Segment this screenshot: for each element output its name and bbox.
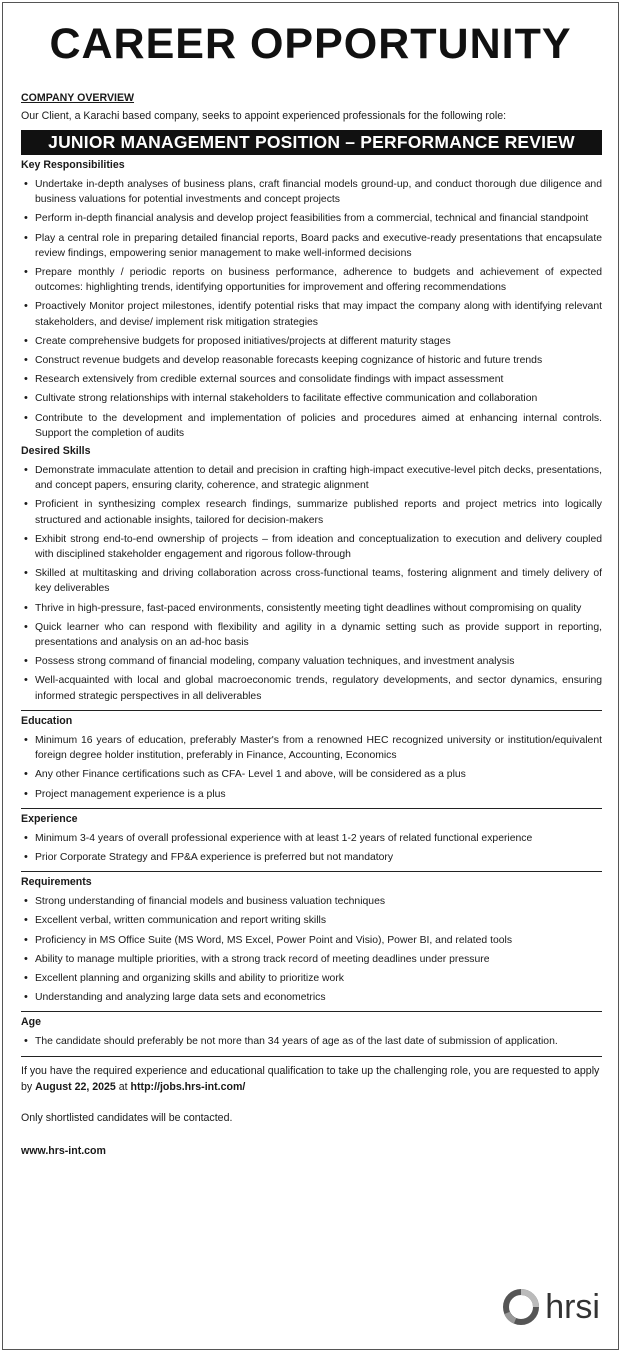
desired-skills-heading: Desired Skills [21,445,91,458]
list-item: • Prior Corporate Strategy and FP&A experience is preferred but not mandatory [21,850,602,865]
company-overview-text: Our Client, a Karachi based company, seeks to appoint experienced professionals for the following role: [21,110,507,122]
logo-wordmark: hrsi [545,1288,600,1326]
list-item: • Well-acquainted with local and global macroeconomic trends, regulatory developments, and sector dynamics, ensuring informed strategic perspectives in all deliverables [21,673,602,703]
apply-url-link[interactable]: http://jobs.hrs-int.com/ [130,1080,246,1093]
list-item: • Understanding and analyzing large data sets and econometrics [21,990,602,1005]
section-divider [21,871,602,872]
list-item: • Any other Finance certifications such as CFA- Level 1 and above, will be considered as a plus [21,767,602,782]
list-item: • Excellent planning and organizing skills and ability to prioritize work [21,971,602,986]
list-item: • Contribute to the development and implementation of policies and procedures aimed at enhancing internal controls. Support the completion of audits [21,411,602,441]
requirements-heading: Requirements [21,876,92,889]
key-responsibilities-list [21,177,602,441]
section-divider [21,1056,602,1057]
list-item: • Minimum 3-4 years of overall professional experience with at least 1-2 years of related functional experience [21,831,602,846]
apply-text-before: If you have the required experience and educational qualification to take up the challenging role, you are requested to apply by [21,1064,600,1093]
list-item: • Cultivate strong relationships with internal stakeholders to facilitate effective communication and collaboration [21,391,602,406]
list-item: • Construct revenue budgets and develop reasonable forecasts keeping cognizance of historic and future trends [21,353,602,368]
list-item: • Exhibit strong end-to-end ownership of projects – from ideation and conceptualization to execution and delivery coupled with disciplined stakeholder engagement and rigorous follow-through [21,532,602,562]
section-divider [21,1011,602,1012]
list-item: • Proactively Monitor project milestones, identify potential risks that may impact the company along with identifying relevant stakeholders, and devise/ implement risk mitigation strategies [21,299,602,329]
age-heading: Age [21,1016,42,1029]
job-advertisement [2,2,619,1350]
list-item: • Strong understanding of financial models and business valuation techniques [21,894,602,909]
list-item: • Demonstrate immaculate attention to detail and precision in crafting high-impact executive-level pitch decks, presentations, and concept papers, ensuring clarity, coherence, and strategic alignment [21,463,602,493]
list-item: • Thrive in high-pressure, fast-paced environments, consistently meeting tight deadlines without compromising on quality [21,601,602,616]
education-heading: Education [21,714,73,727]
apply-text-middle: at [115,1080,131,1093]
section-divider [21,710,602,711]
experience-heading: Experience [21,812,78,825]
hrsi-logo [501,1287,600,1327]
list-item: • Possess strong command of financial modeling, company valuation techniques, and investment analysis [21,654,602,669]
list-item: • Quick learner who can respond with flexibility and agility in a dynamic setting such as provide support in reporting, presentations and analysis on an ad-hoc basis [21,620,602,650]
ad-content [21,91,602,1159]
education-list [21,733,602,802]
experience-list [21,831,602,865]
website-link[interactable]: www.hrs-int.com [21,1144,106,1157]
list-item: • Perform in-depth financial analysis and develop project feasibilities from a commercial, technical and financial standpoint [21,211,602,226]
apply-deadline: August 22, 2025 [35,1080,116,1093]
company-overview-heading: COMPANY OVERVIEW [21,92,135,104]
section-divider [21,808,602,809]
hrsi-ring-logo-icon [501,1287,541,1327]
list-item: • Play a central role in preparing detailed financial reports, Board packs and executive-ready presentations that encapsulate review findings, empowering senior management to make well-informed decisions [21,231,602,261]
list-item: • The candidate should preferably be not more than 34 years of age as of the last date of submission of application. [21,1034,602,1049]
age-list [21,1034,602,1049]
list-item: • Proficiency in MS Office Suite (MS Word, MS Excel, Power Point and Visio), Power BI, and related tools [21,933,602,948]
list-item: • Proficient in synthesizing complex research findings, summarize published reports and project metrics into logically structured and actionable insights, tailored for decision-makers [21,497,602,527]
list-item: • Prepare monthly / periodic reports on business performance, adherence to budgets and achievement of expected outcomes: highlighting trends, identifying opportunities for improvement and offering recommendations [21,265,602,295]
apply-instructions [21,1063,602,1095]
desired-skills-list [21,463,602,704]
shortlist-note: Only shortlisted candidates will be contacted. [21,1111,233,1124]
list-item: • Project management experience is a plus [21,787,602,802]
list-item: • Create comprehensive budgets for proposed initiatives/projects at different maturity stages [21,334,602,349]
list-item: • Undertake in-depth analyses of business plans, craft financial models ground-up, and conduct thorough due diligence and business valuations for potential investments and concept projects [21,177,602,207]
position-banner: JUNIOR MANAGEMENT POSITION – PERFORMANCE REVIEW [21,130,602,155]
page-title: CAREER OPPORTUNITY [49,20,572,68]
key-responsibilities-heading: Key Responsibilities [21,159,125,171]
list-item: • Minimum 16 years of education, preferably Master's from a renowned HEC recognized university or institution/equivalent foreign degree holder institution, preferably in Finance, Accounting, Economics [21,733,602,763]
list-item: • Ability to manage multiple priorities, with a strong track record of meeting deadlines under pressure [21,952,602,967]
list-item: • Skilled at multitasking and driving collaboration across cross-functional teams, fostering alignment and timely delivery of key deliverables [21,566,602,596]
requirements-list [21,894,602,1005]
list-item: • Excellent verbal, written communication and report writing skills [21,913,602,928]
list-item: • Research extensively from credible external sources and consolidate findings with impact assessment [21,372,602,387]
